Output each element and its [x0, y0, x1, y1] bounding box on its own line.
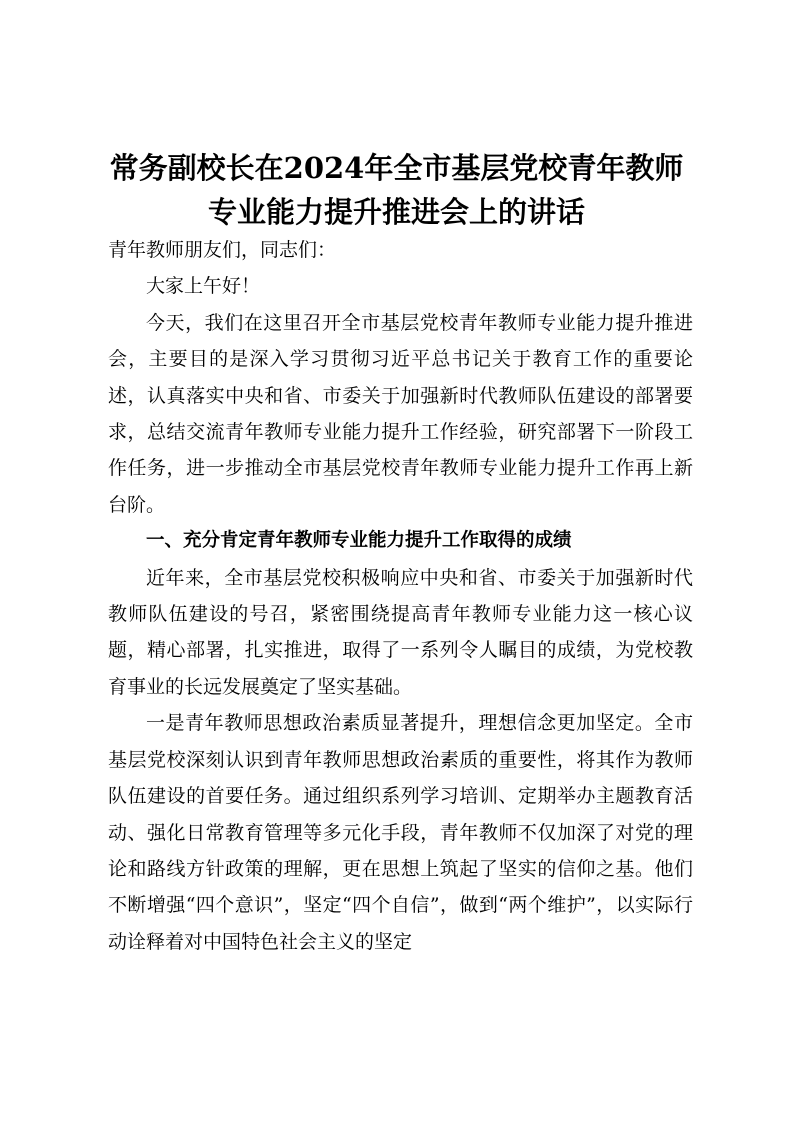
document-title-line-1: 常务副校长在2024年全市基层党校青年教师 [109, 151, 684, 185]
paragraph-point-one: 一是青年教师思想政治素质显著提升，理想信念更加坚定。全市基层党校深刻认识到青年教师思想政治素质的重要性，将其作为教师队伍建设的首要任务。通过组织系列学习培训、定期举办主题教育活动、强化日常教育管理等多元化手段，青年教师不仅加深了对党的理论和路线方针政策的理解，更在思想上筑起了坚实的信仰之基。他们不断增强“四个意识”，坚定“四个自信”，做到“两个维护”，以实际行动诠释着对中国特色社会主义的坚定 [108, 712, 693, 953]
paragraph-intro: 今天，我们在这里召开全市基层党校青年教师专业能力提升推进会，主要目的是深入学习贯彻习近平总书记关于教育工作的重要论述，认真落实中央和省、市委关于加强新时代教师队伍建设的部署要求，总结交流青年教师专业能力提升工作经验，研究部署下一阶段工作任务，进一步推动全市基层党校青年教师专业能力提升工作再上新台阶。 [108, 311, 693, 516]
salutation: 青年教师朋友们，同志们： [108, 239, 337, 261]
paragraph-achievements: 近年来，全市基层党校积极响应中央和省、市委关于加强新时代教师队伍建设的号召，紧密围绕提高青年教师专业能力这一核心议题，精心部署，扎实推进，取得了一系列令人瞩目的成绩，为党校教育事业的长远发展奠定了坚实基础。 [108, 566, 693, 698]
document-body [108, 232, 693, 960]
section-heading-1: 一、充分肯定青年教师专业能力提升工作取得的成绩 [146, 530, 572, 552]
greeting: 大家上午好！ [146, 275, 261, 298]
document-title-line-2: 专业能力提升推进会上的讲话 [207, 195, 585, 229]
